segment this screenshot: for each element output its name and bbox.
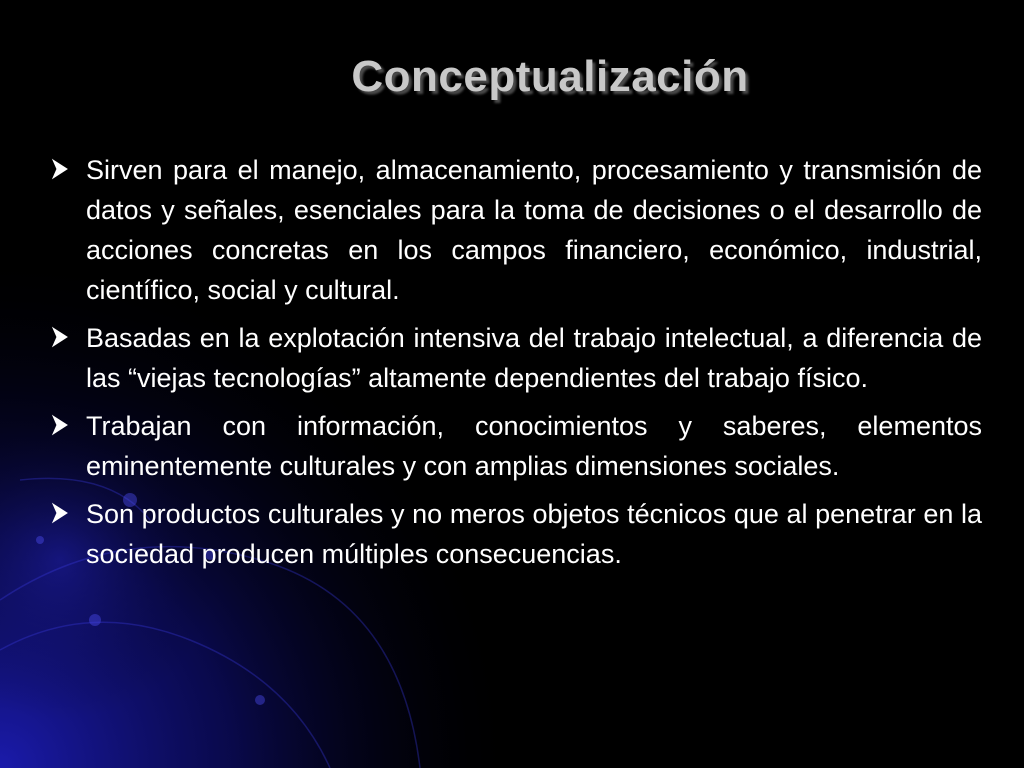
arrow-right-icon (50, 325, 70, 349)
arrow-right-icon (50, 501, 70, 525)
bullet-item (48, 494, 982, 574)
bullet-item (48, 406, 982, 486)
bullet-text: Son productos culturales y no meros objetos técnicos que al penetrar en la sociedad producen múltiples consecuencias. (86, 499, 982, 569)
bullet-text: Sirven para el manejo, almacenamiento, procesamiento y transmisión de datos y señales, esenciales para la toma de decisiones o el desarrollo de acciones concretas en los campos financiero, económico, industrial, científico, social y cultural. (86, 155, 982, 305)
bullet-list (48, 150, 982, 582)
bullet-text: Trabajan con información, conocimientos y saberes, elementos eminentemente culturales y con amplias dimensiones sociales. (86, 411, 982, 481)
bullet-text: Basadas en la explotación intensiva del trabajo intelectual, a diferencia de las “viejas tecnologías” altamente dependientes del trabajo físico. (86, 323, 982, 393)
slide-title: Conceptualización (351, 52, 749, 101)
arrow-right-icon (50, 413, 70, 437)
bullet-item (48, 150, 982, 310)
arrow-right-icon (50, 157, 70, 181)
bullet-item (48, 318, 982, 398)
